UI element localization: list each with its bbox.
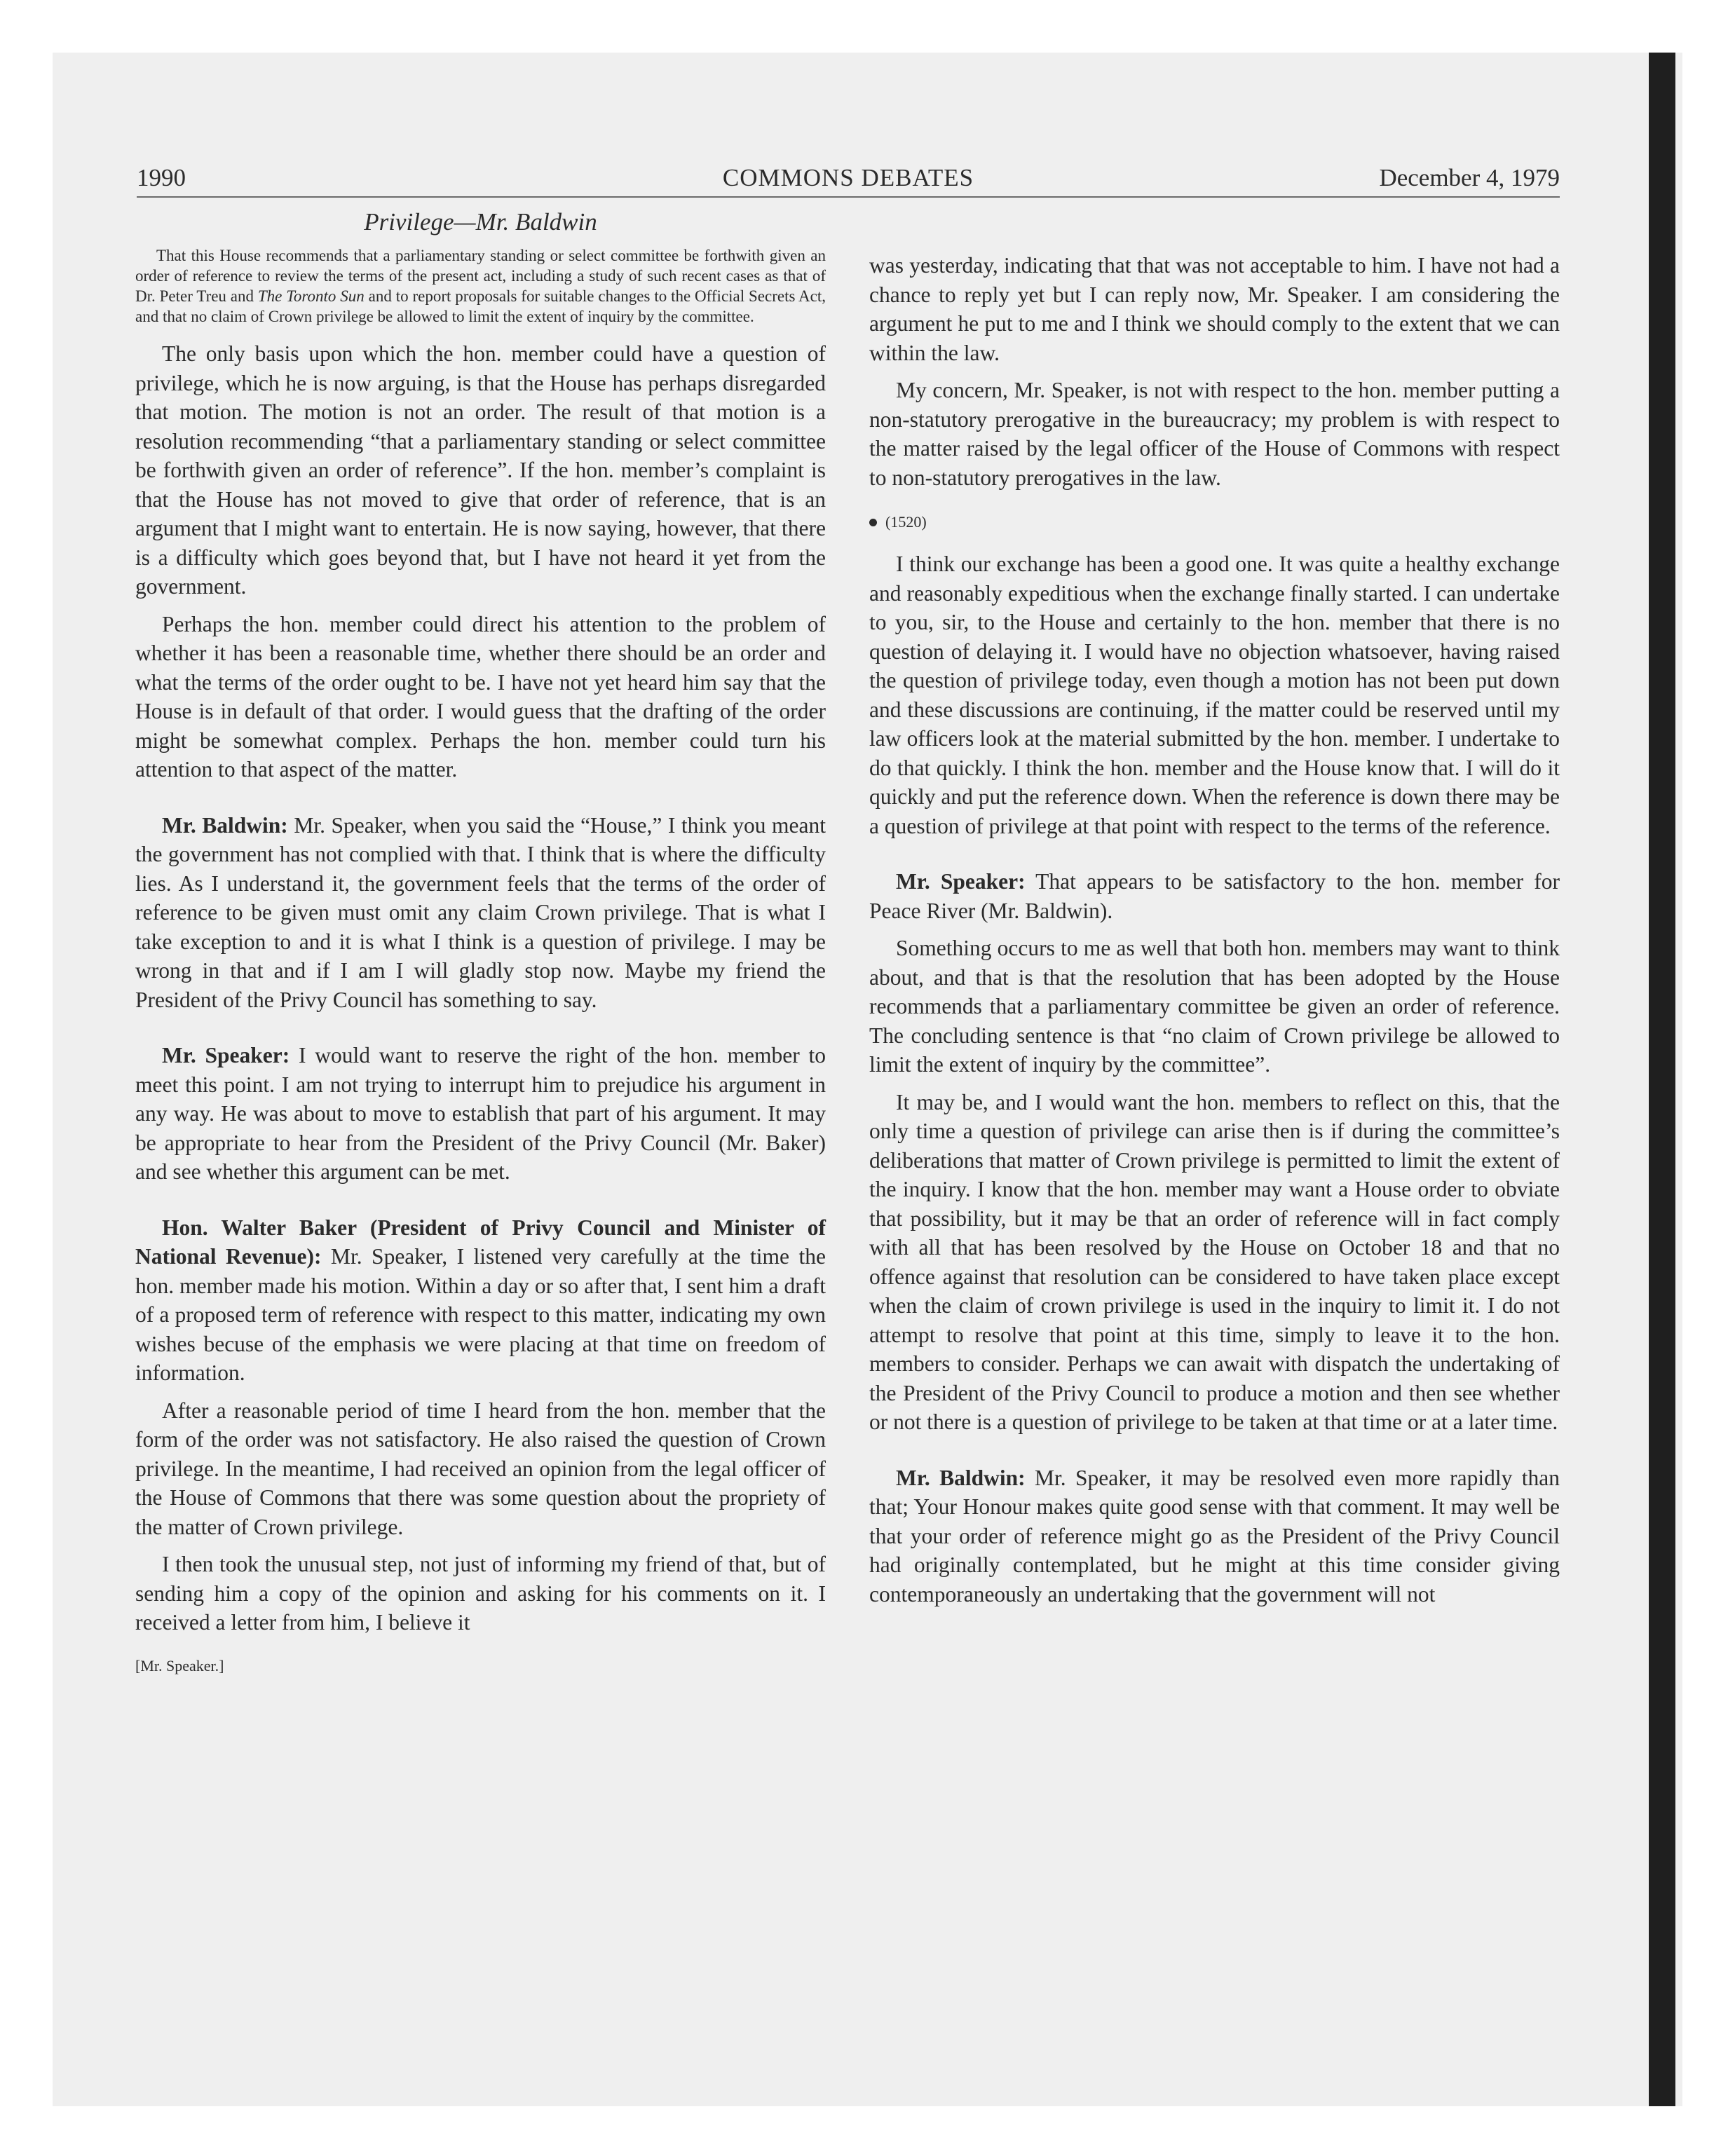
speech-text: I would want to reserve the right of the hon. member to meet this point. I am not trying to interrupt him to prejudice his argument in any way. He was about to move to establish that part of his argument. It may be appropriate to hear from the President of the Privy Council (Mr. Baker) and see whether this argument can be met. [135,1043,826,1184]
paragraph-1: The only basis upon which the hon. member could have a question of privilege, which he is now arguing, is that the House has perhaps disregarded that motion. The motion is not an order. The result of that motion is a resolution recommending “that a parliamentary standing or select committee be forthwith given an order of reference”. If the hon. member’s complaint is that the House has not moved to give that order of reference, that is an argument that I might want to entertain. He is now saying, however, that there is a difficulty which goes beyond that, but I have not heard it yet from the government. [135,341,826,599]
paragraph-r6: It may be, and I would want the hon. members to reflect on this, that the only time a question of privilege can arise then is if during the committee’s deliberations that matter of Crown privilege is permitted to limit the extent of the inquiry. I know that the hon. member may want a House order to obviate that possibility, but it may be that an order of reference will in fact comply with all that has been resolved by the House on October 18 and that no offence against that resolution can be considered to have taken place except when the claim of crown privilege is used in the inquiry to limit it. I do not attempt to resolve that point at this time, simply to leave it to the hon. members to consider. Perhaps we can await with dispatch the undertaking of the President of the Privy Council to produce a motion and then see whether or not there is a question of privilege to be taken at that time or at a later time. [869,1089,1560,1434]
paragraph-r3: I think our exchange has been a good one. It was quite a healthy exchange and reasonably expeditious when the exchange finally started. I can undertake to you, sir, to the House and certainly to the hon. member that there is no question of delaying it. I would have no objection whatsoever, having raised the question of privilege today, even though a motion has not been put down and these discussions are continuing, if the matter could be reserved until my law officers look at the material submitted by the hon. member. I undertake to do that quickly. I think the hon. member and the House know that. I will do it quickly and put the reference down. When the reference is down there may be a question of privilege at that point with respect to the terms of the reference. [869,552,1560,838]
paragraph-r7 [869,1464,1560,1609]
quote-italic-title: The Toronto Sun [257,287,365,305]
paragraph-4 [135,1041,826,1187]
quote-text-a: That this House recommends that a parliamentary standing or select committee be forthwith given an order of reference to review the terms of the present act, including a study of such recent cases as that of Dr. Peter Treu and [135,247,826,305]
paragraph-r4 [869,867,1560,925]
speech-text: Mr. Speaker, it may be resolved even more rapidly than that; Your Honour makes quite good sense with that comment. It may well be that your order of reference might go as the President of the Privy Council had originally contemplated, but he might at this time consider giving contemporaneously an undertaking that the government will not [869,1465,1560,1606]
speech-text: Mr. Speaker, I listened very carefully at the time the hon. member made his motion. Within a day or so after that, I sent him a draft of a proposed term of reference with respect to this matter, indicating my own wishes becuse of the emphasis we were placing at that time on freedom of information. [135,1244,826,1385]
speaker-name: Mr. Speaker: [896,869,1026,894]
page-number: 1990 [137,164,186,191]
page-header [137,160,1560,198]
section-subheading: Privilege—Mr. Baldwin [364,208,597,236]
speaker-name: Hon. Walter Baker (President of Privy Council and Minister of National Revenue): [135,1215,826,1269]
paragraph-6: After a reasonable period of time I heard from the hon. member that the form of the order was not satisfactory. He also raised the question of Crown privilege. In the meantime, I had received an opinion from the legal officer of the House of Commons that there was some question about the propriety of the matter of Crown privilege. [135,1398,826,1539]
publication-title: COMMONS DEBATES [722,164,974,191]
left-column [135,205,826,1677]
right-column [869,251,1560,1609]
paragraph-2: Perhaps the hon. member could direct his attention to the problem of whether it has been a reasonable time, whether there should be an order and what the terms of the order ought to be. I have not yet heard him say that the House is in default of that order. I would guess that the drafting of the order might be somewhat complex. Perhaps the hon. member could turn his attention to that aspect of the matter. [135,611,826,782]
speaker-name: Mr. Speaker: [162,1043,290,1067]
quote-text-b: and to report proposals for suitable changes to the Official Secrets Act, and that no claim of Crown privilege be allowed to limit the extent of inquiry by the committee. [135,287,826,325]
time-marker [869,512,1560,533]
footnote-speaker: [Mr. Speaker.] [135,1656,224,1674]
speaker-name: Mr. Baldwin: [162,812,288,838]
paragraph-r1: was yesterday, indicating that that was not acceptable to him. I have not had a chance to reply yet but I can reply now, Mr. Speaker. I am considering the argument he put to me and I think we should comply to the extent that we can within the law. [869,253,1560,365]
speaker-name: Mr. Baldwin: [896,1465,1026,1490]
quoted-motion [135,245,826,327]
speech-text: Mr. Speaker, when you said the “House,” I think you meant the government has not complied with that. I think that is where the difficulty lies. As I understand it, the government feels that the terms of the order of reference to be given must omit any claim Crown privilege. That is what I take exception to and it is what I think is a question of privilege. I may be wrong in that and if I am I will gladly stop now. Maybe my friend the President of the Privy Council has something to say. [135,812,826,1012]
paragraph-5 [135,1213,826,1388]
scan-edge-bar [1649,53,1675,2106]
speech-text: That appears to be satisfactory to the hon. member for Peace River (Mr. Baldwin). [869,869,1560,923]
page-date: December 4, 1979 [1379,164,1560,191]
paragraph-r2: My concern, Mr. Speaker, is not with respect to the hon. member putting a non-statutory prerogative in the bureaucracy; my problem is with respect to the matter raised by the legal officer of the House of Commons with respect to non-statutory prerogatives in the law. [869,378,1560,490]
paragraph-7: I then took the unusual step, not just of informing my friend of that, but of sending him a copy of the opinion and asking for his comments on it. I received a letter from him, I believe it [135,1552,826,1635]
paragraph-3 [135,811,826,1015]
time-marker-text: (1520) [885,513,927,531]
bullet-icon [869,519,877,526]
paragraph-r5: Something occurs to me as well that both hon. members may want to think about, and that is that the resolution that has been adopted by the House recommends that a parliamentary committee be given an order of reference. The concluding sentence is that “no claim of Crown privilege be allowed to limit the extent of inquiry by the committee”. [869,936,1560,1077]
